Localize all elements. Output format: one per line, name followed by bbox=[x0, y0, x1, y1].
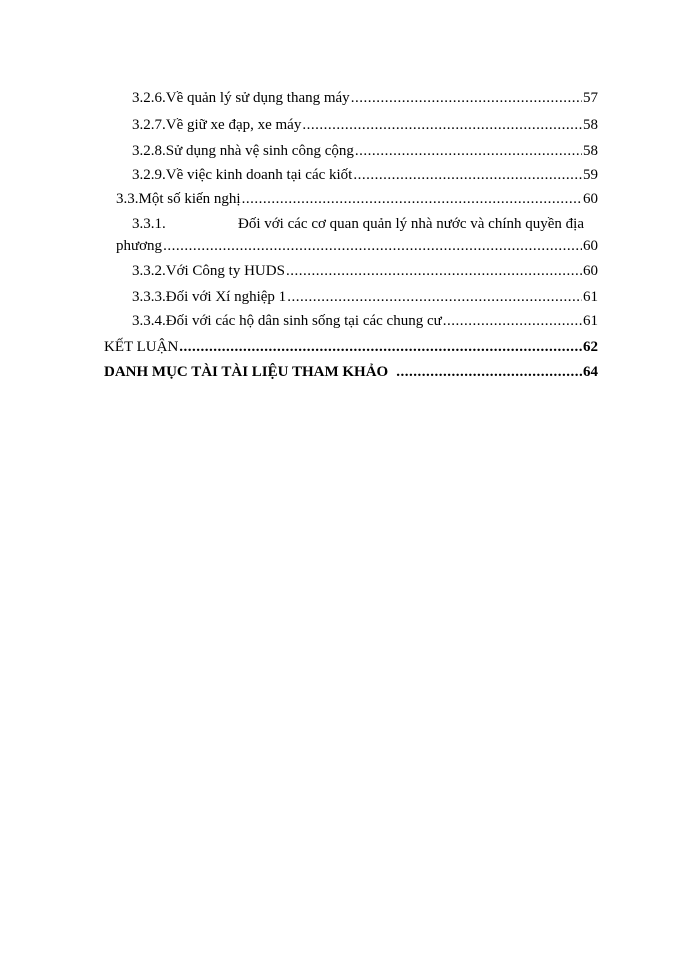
toc-entry[interactable] bbox=[132, 312, 598, 330]
toc-entry-title: Một số kiến nghị bbox=[138, 191, 241, 207]
toc-entry[interactable] bbox=[132, 142, 598, 160]
toc-entry-number: 3.2.6. bbox=[132, 90, 166, 106]
toc-entry-title-continued: phương bbox=[116, 238, 163, 254]
dot-leader bbox=[287, 288, 582, 306]
toc-entry[interactable] bbox=[132, 166, 598, 184]
toc-entry-title: DANH MỤC TÀI TÀI LIỆU THAM KHẢO bbox=[104, 364, 389, 380]
toc-entry-title: Đối với các hộ dân sinh sống tại các chung cư bbox=[165, 313, 442, 329]
dot-leader bbox=[443, 312, 582, 330]
dot-leader bbox=[351, 89, 582, 107]
dot-leader bbox=[355, 142, 582, 160]
toc-entry-page: 61 bbox=[583, 289, 598, 305]
toc-entry[interactable] bbox=[116, 190, 598, 208]
toc-entry-title: KẾT LUẬN bbox=[104, 339, 179, 355]
toc-entry-number: 3.3.4. bbox=[132, 313, 166, 329]
toc-entry-number: 3.3.1. bbox=[132, 216, 166, 232]
toc-entry-title: Đối với Xí nghiệp 1 bbox=[165, 289, 287, 305]
toc-entry-title: Đối với các cơ quan quản lý nhà nước và chính quyền địa bbox=[238, 216, 584, 232]
toc-entry-title: Về giữ xe đạp, xe máy bbox=[165, 117, 302, 133]
toc-entry-title: Về việc kinh doanh tại các kiốt bbox=[165, 167, 353, 183]
toc-entry-number: 3.2.8. bbox=[132, 143, 166, 159]
toc-entry-conclusion[interactable] bbox=[104, 338, 598, 356]
toc-entry-references[interactable] bbox=[104, 363, 598, 381]
dot-leader bbox=[179, 338, 582, 356]
toc-entry-number: 3.3.3. bbox=[132, 289, 166, 305]
toc-entry[interactable] bbox=[132, 288, 598, 306]
toc-entry-title: Về quản lý sử dụng thang máy bbox=[165, 90, 350, 106]
toc-entry[interactable] bbox=[132, 262, 598, 280]
toc-entry-number: 3.3.2. bbox=[132, 263, 166, 279]
toc-entry-page: 60 bbox=[583, 191, 598, 207]
toc-entry-page: 59 bbox=[583, 167, 598, 183]
toc-entry-page: 57 bbox=[583, 90, 598, 106]
toc-entry-page: 60 bbox=[583, 263, 598, 279]
toc-entry[interactable] bbox=[132, 89, 598, 107]
toc-entry-page: 60 bbox=[583, 238, 598, 254]
dot-leader bbox=[353, 166, 582, 184]
dot-leader bbox=[286, 262, 582, 280]
dot-leader bbox=[302, 116, 582, 134]
toc-entry-number: 3.3. bbox=[116, 191, 139, 207]
toc-entry-title: Sử dụng nhà vệ sinh công cộng bbox=[165, 143, 354, 159]
toc-entry-wrapped-line2[interactable] bbox=[116, 237, 598, 255]
toc-entry-page: 58 bbox=[583, 117, 598, 133]
toc-entry-number: 3.2.9. bbox=[132, 167, 166, 183]
toc-entry-page: 58 bbox=[583, 143, 598, 159]
toc-entry-page: 64 bbox=[583, 364, 598, 380]
toc-entry-wrapped-line1[interactable] bbox=[132, 215, 584, 233]
toc-entry-page: 62 bbox=[583, 339, 598, 355]
toc-entry-number: 3.2.7. bbox=[132, 117, 166, 133]
dot-leader bbox=[163, 237, 582, 255]
dot-leader bbox=[396, 363, 582, 381]
dot-leader bbox=[242, 190, 582, 208]
toc-entry[interactable] bbox=[132, 116, 598, 134]
toc-entry-title: Với Công ty HUDS bbox=[165, 263, 285, 279]
toc-entry-page: 61 bbox=[583, 313, 598, 329]
